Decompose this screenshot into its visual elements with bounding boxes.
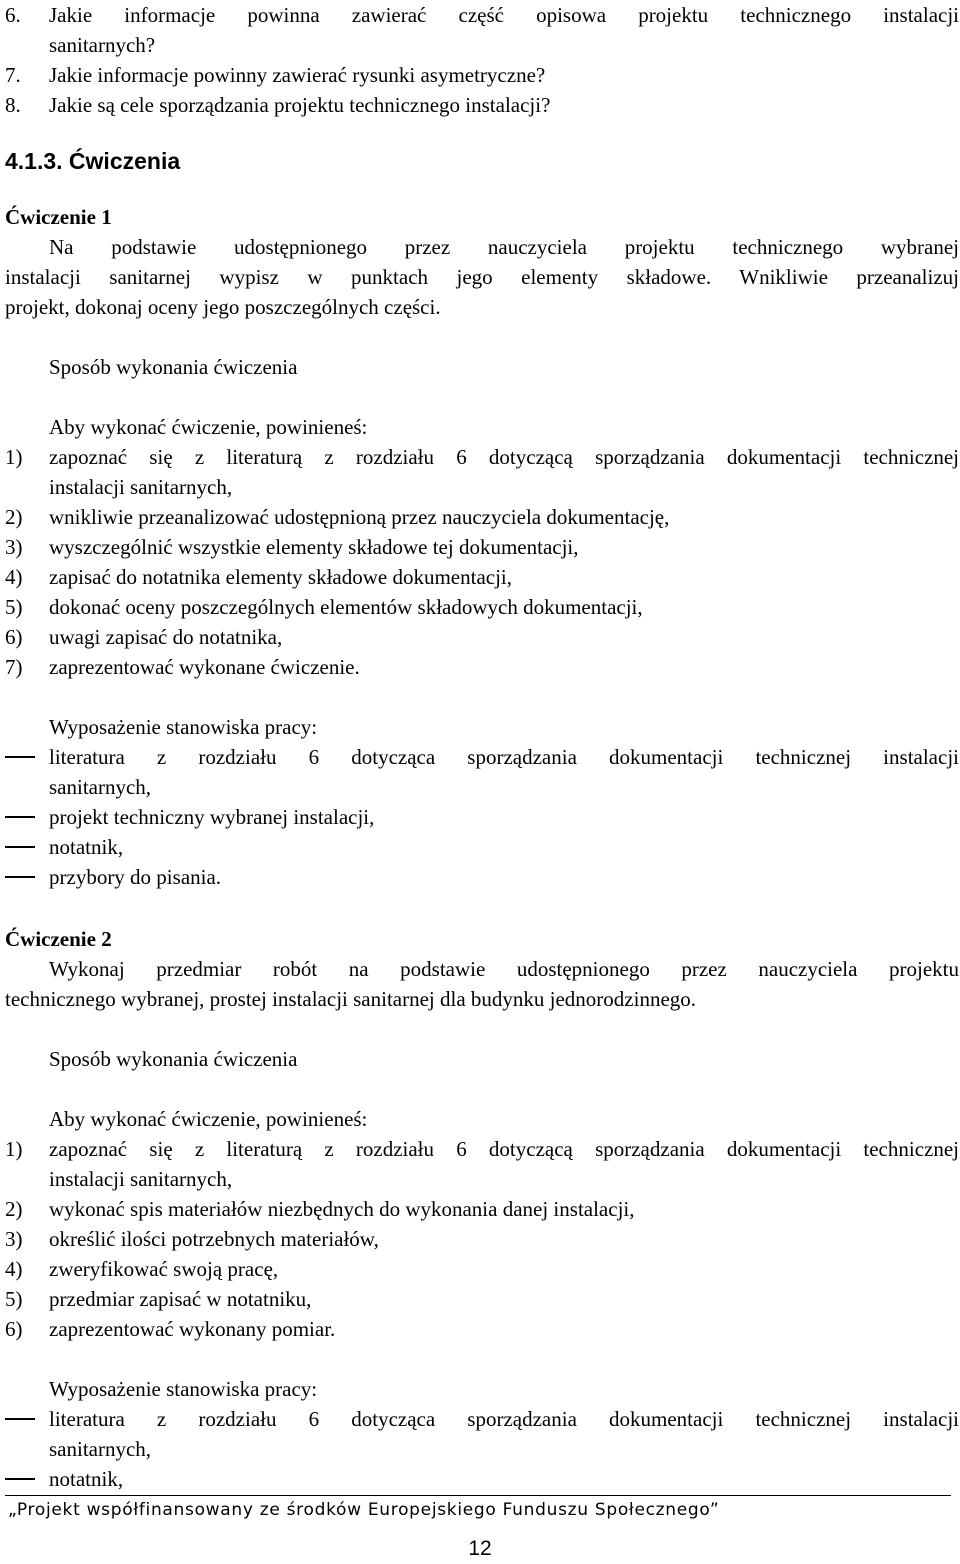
step-text: zweryfikować swoją pracę,	[49, 1257, 279, 1281]
dash-bullet	[5, 876, 35, 878]
equipment-text: przybory do pisania.	[49, 865, 222, 889]
equipment-item	[5, 862, 959, 892]
step-item	[5, 442, 959, 502]
method-heading: Sposób wykonania ćwiczenia	[49, 1047, 298, 1071]
equipment-text-line: literatura z rozdziału 6 dotycząca sporządzania dokumentacji technicznej instalacji	[49, 1407, 959, 1431]
question-text: Jakie są cele sporządzania projektu technicznego instalacji?	[49, 93, 551, 117]
equipment-item	[5, 1404, 959, 1464]
question-item	[5, 90, 959, 120]
step-number: 6)	[5, 625, 23, 649]
step-text: wykonać spis materiałów niezbędnych do wykonania danej instalacji,	[49, 1197, 635, 1221]
step-number: 5)	[5, 595, 23, 619]
exercise-2-description-line: Wykonaj przedmiar robót na podstawie udostępnionego przez nauczyciela projektu	[49, 957, 959, 981]
step-number: 3)	[5, 1227, 23, 1251]
step-number: 1)	[5, 445, 23, 469]
equipment-item	[5, 802, 959, 832]
step-item	[5, 622, 959, 652]
equipment-item	[5, 1464, 959, 1494]
equipment-text: notatnik,	[49, 1467, 124, 1491]
equipment-item	[5, 742, 959, 802]
step-text: przedmiar zapisać w notatniku,	[49, 1287, 312, 1311]
step-text-line: zapoznać się z literaturą z rozdziału 6 dotyczącą sporządzania dokumentacji technicznej	[49, 445, 959, 469]
step-item	[5, 1254, 959, 1284]
step-item	[5, 532, 959, 562]
question-number: 7.	[5, 63, 21, 87]
exercise-1-description-line: projekt, dokonaj oceny jego poszczególnych części.	[5, 295, 441, 319]
step-text: zapisać do notatnika elementy składowe dokumentacji,	[49, 565, 513, 589]
equipment-item	[5, 832, 959, 862]
dash-bullet	[5, 756, 35, 758]
equipment-text-line: sanitarnych,	[49, 775, 152, 799]
equipment-text-line: sanitarnych,	[49, 1437, 152, 1461]
step-number: 2)	[5, 1197, 23, 1221]
section-title: 4.1.3. Ćwiczenia	[5, 148, 181, 174]
step-text-line: instalacji sanitarnych,	[49, 1167, 233, 1191]
step-text: zaprezentować wykonane ćwiczenie.	[49, 655, 360, 679]
step-number: 5)	[5, 1287, 23, 1311]
step-item	[5, 652, 959, 682]
step-text: wyszczególnić wszystkie elementy składowe tej dokumentacji,	[49, 535, 579, 559]
step-item	[5, 1314, 959, 1344]
exercise-1-title: Ćwiczenie 1	[5, 205, 112, 229]
step-number: 4)	[5, 565, 23, 589]
question-text: Jakie informacje powinny zawierać rysunki asymetryczne?	[49, 63, 546, 87]
question-item	[5, 0, 959, 60]
step-text-line: zapoznać się z literaturą z rozdziału 6 dotyczącą sporządzania dokumentacji technicznej	[49, 1137, 959, 1161]
step-number: 7)	[5, 655, 23, 679]
step-item	[5, 1134, 959, 1194]
dash-bullet	[5, 816, 35, 818]
step-text: wnikliwie przeanalizować udostępnioną przez nauczyciela dokumentację,	[49, 505, 670, 529]
method-heading: Sposób wykonania ćwiczenia	[49, 355, 298, 379]
equipment-text-line: literatura z rozdziału 6 dotycząca sporządzania dokumentacji technicznej instalacji	[49, 745, 959, 769]
step-item	[5, 1224, 959, 1254]
step-item	[5, 592, 959, 622]
dash-bullet	[5, 1418, 35, 1420]
equipment-heading: Wyposażenie stanowiska pracy:	[49, 1377, 318, 1401]
step-text: dokonać oceny poszczególnych elementów składowych dokumentacji,	[49, 595, 643, 619]
equipment-text: notatnik,	[49, 835, 124, 859]
step-item	[5, 1284, 959, 1314]
exercise-2-description-line: technicznego wybranej, prostej instalacji sanitarnej dla budynku jednorodzinnego.	[5, 987, 697, 1011]
step-number: 6)	[5, 1317, 23, 1341]
step-item	[5, 562, 959, 592]
document-page	[5, 0, 959, 1494]
step-number: 1)	[5, 1137, 23, 1161]
steps-intro: Aby wykonać ćwiczenie, powinieneś:	[49, 1107, 368, 1131]
step-text: określić ilości potrzebnych materiałów,	[49, 1227, 379, 1251]
dash-bullet	[5, 846, 35, 848]
question-text-line: sanitarnych?	[49, 33, 156, 57]
question-item	[5, 60, 959, 90]
steps-intro: Aby wykonać ćwiczenie, powinieneś:	[49, 415, 368, 439]
step-text: zaprezentować wykonany pomiar.	[49, 1317, 336, 1341]
dash-bullet	[5, 1478, 35, 1480]
page-number: 12	[468, 1537, 492, 1560]
step-item	[5, 1194, 959, 1224]
step-number: 2)	[5, 505, 23, 529]
exercise-1-description-line: instalacji sanitarnej wypisz w punktach jego elementy składowe. Wnikliwie przeanalizuj	[5, 265, 959, 289]
question-number: 8.	[5, 93, 21, 117]
step-number: 3)	[5, 535, 23, 559]
exercise-1-description-line: Na podstawie udostępnionego przez nauczyciela projektu technicznego wybranej	[49, 235, 959, 259]
step-text: uwagi zapisać do notatnika,	[49, 625, 283, 649]
step-text-line: instalacji sanitarnych,	[49, 475, 233, 499]
step-item	[5, 502, 959, 532]
equipment-text: projekt techniczny wybranej instalacji,	[49, 805, 375, 829]
equipment-heading: Wyposażenie stanowiska pracy:	[49, 715, 318, 739]
question-text-line: Jakie informacje powinna zawierać część opisowa projektu technicznego instalacji	[49, 3, 959, 27]
exercise-2-title: Ćwiczenie 2	[5, 927, 112, 951]
step-number: 4)	[5, 1257, 23, 1281]
footer-funding-note: „Projekt współfinansowany ze środków Europejskiego Funduszu Społecznego”	[8, 1500, 720, 1520]
question-number: 6.	[5, 3, 21, 27]
